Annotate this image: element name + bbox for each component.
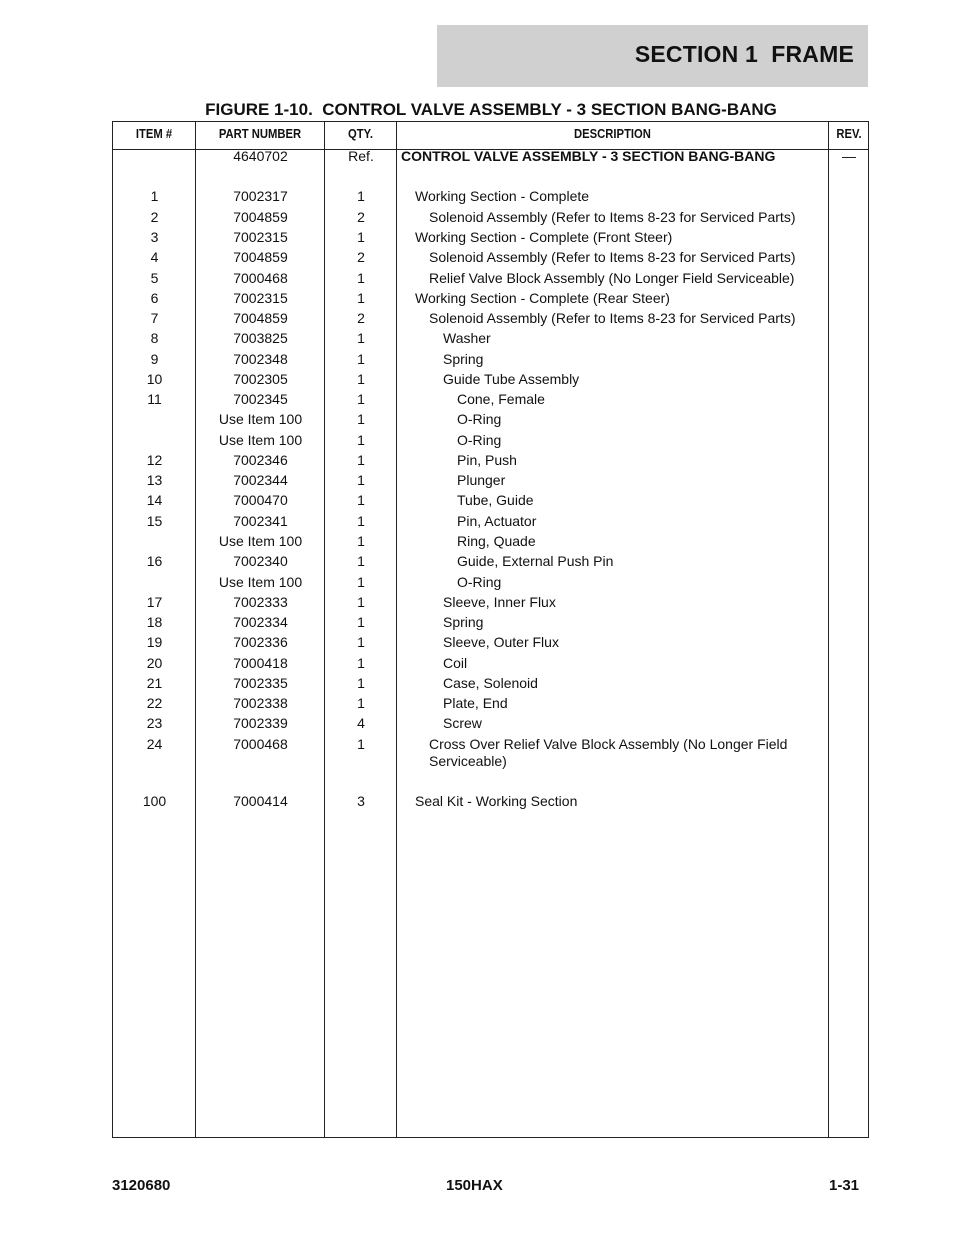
table-row	[113, 533, 868, 553]
part-number-cell: 7002339	[233, 715, 288, 731]
item-number-cell: 19	[146, 634, 163, 650]
description-cell: Working Section - Complete	[415, 188, 590, 204]
description-cell: Sleeve, Inner Flux	[443, 594, 556, 610]
table-row	[113, 472, 868, 492]
item-number-cell: 6	[150, 290, 159, 306]
description-cell: Seal Kit - Working Section	[415, 793, 578, 809]
quantity-cell: 1	[357, 614, 365, 630]
part-number-cell: Use Item 100	[218, 533, 303, 549]
quantity-cell: 1	[357, 655, 365, 671]
column-header-item: ITEM #	[135, 127, 173, 141]
part-number-cell: Use Item 100	[218, 432, 303, 448]
quantity-cell: 1	[357, 290, 365, 306]
quantity-cell: 1	[357, 472, 365, 488]
part-number-cell: 7002315	[233, 229, 288, 245]
table-row	[113, 290, 868, 310]
part-number-cell: 7002333	[233, 594, 288, 610]
part-number-cell: 7002335	[233, 675, 288, 691]
part-number-cell: 7004859	[233, 249, 288, 265]
part-number-cell: 7003825	[233, 330, 288, 346]
item-number-cell: 18	[146, 614, 163, 630]
parts-table	[112, 121, 869, 1138]
part-number-cell: 7002344	[233, 472, 288, 488]
description-cell: Plunger	[457, 472, 506, 488]
description-cell: Coil	[443, 655, 468, 671]
part-number-cell: 7004859	[233, 209, 288, 225]
table-row	[113, 492, 868, 512]
item-number-cell: 16	[146, 553, 163, 569]
item-number-cell: 3	[150, 229, 159, 245]
quantity-cell: 3	[357, 793, 365, 809]
item-number-cell: 8	[150, 330, 159, 346]
item-number-cell: 23	[146, 715, 163, 731]
part-number-cell: 7002305	[233, 371, 288, 387]
table-row	[113, 655, 868, 675]
part-number-cell: 7000470	[233, 492, 288, 508]
table-row	[113, 351, 868, 371]
description-cell: Working Section - Complete (Front Steer)	[415, 229, 673, 245]
part-number-cell: 7000468	[233, 736, 288, 752]
table-row	[113, 574, 868, 594]
table-row	[113, 736, 868, 769]
figure-title: FIGURE 1-10. CONTROL VALVE ASSEMBLY - 3 SECTION BANG-BANG	[205, 100, 777, 119]
item-number-cell: 9	[150, 351, 159, 367]
item-number-cell: 5	[150, 270, 159, 286]
item-number-cell: 11	[147, 391, 162, 407]
quantity-cell: 2	[357, 249, 365, 265]
description-cell: Pin, Actuator	[457, 513, 537, 529]
table-row	[113, 270, 868, 290]
table-row	[113, 411, 868, 431]
item-number-cell: 12	[146, 452, 163, 468]
table-row	[113, 715, 868, 735]
quantity-cell: 1	[357, 695, 365, 711]
description-cell: Pin, Push	[457, 452, 517, 468]
quantity-cell: 2	[357, 209, 365, 225]
quantity-cell: 2	[357, 310, 365, 326]
table-row	[113, 513, 868, 533]
table-row	[113, 793, 868, 813]
part-number-cell: 7002334	[233, 614, 288, 630]
table-row	[113, 594, 868, 614]
description-cell: Working Section - Complete (Rear Steer)	[415, 290, 670, 306]
quantity-cell: 4	[357, 715, 365, 731]
table-row	[113, 371, 868, 391]
table-row	[113, 229, 868, 249]
item-number-cell: 2	[150, 209, 159, 225]
item-number-cell: 22	[146, 695, 163, 711]
quantity-cell: 1	[357, 594, 365, 610]
part-number-cell: 7002341	[233, 513, 288, 529]
item-number-cell: 15	[146, 513, 163, 529]
item-number-cell: 17	[146, 594, 163, 610]
description-cell: CONTROL VALVE ASSEMBLY - 3 SECTION BANG-BANG	[401, 148, 776, 164]
description-cell: Tube, Guide	[457, 492, 534, 508]
column-header-qty: QTY.	[347, 127, 374, 141]
quantity-cell: 1	[357, 330, 365, 346]
part-number-cell: 7000468	[233, 270, 288, 286]
description-cell: Washer	[443, 330, 491, 346]
item-number-cell: 13	[146, 472, 163, 488]
part-number-cell: 7002346	[233, 452, 288, 468]
table-row	[113, 432, 868, 452]
table-row	[113, 452, 868, 472]
revision-cell: —	[842, 148, 856, 164]
item-number-cell: 20	[146, 655, 163, 671]
part-number-cell: 7002340	[233, 553, 288, 569]
doc-number: 3120680	[112, 1177, 171, 1194]
item-number-cell: 14	[146, 492, 163, 508]
part-number-cell: 4640702	[233, 148, 288, 164]
quantity-cell: 1	[357, 736, 365, 752]
item-number-cell: 10	[146, 371, 163, 387]
column-header-rev: REV.	[836, 127, 862, 141]
part-number-cell: 7000414	[233, 793, 288, 809]
description-cell: Guide Tube Assembly	[443, 371, 580, 387]
part-number-cell: 7004859	[233, 310, 288, 326]
part-number-cell: 7002348	[233, 351, 288, 367]
part-number-cell: 7002317	[233, 188, 288, 204]
quantity-cell: 1	[357, 411, 365, 427]
column-header-description: DESCRIPTION	[574, 127, 651, 141]
item-number-cell: 4	[150, 249, 159, 265]
description-cell: Cone, Female	[457, 391, 545, 407]
description-cell: Relief Valve Block Assembly (No Longer Field Serviceable)	[429, 270, 795, 286]
quantity-cell: 1	[357, 371, 365, 387]
column-header-part-number: PART NUMBER	[218, 127, 302, 141]
table-row	[113, 249, 868, 269]
quantity-cell: 1	[357, 432, 365, 448]
model-name: 150HAX	[446, 1177, 503, 1194]
part-number-cell: 7002338	[233, 695, 288, 711]
quantity-cell: 1	[357, 574, 365, 590]
part-number-cell: Use Item 100	[218, 411, 303, 427]
page-number: 1-31	[829, 1177, 860, 1194]
description-cell: Solenoid Assembly (Refer to Items 8-23 for Serviced Parts)	[429, 310, 796, 326]
quantity-cell: 1	[357, 452, 365, 468]
description-cell: Spring	[443, 351, 484, 367]
part-number-cell: 7002345	[233, 391, 288, 407]
section-header	[437, 25, 868, 87]
description-cell: Sleeve, Outer Flux	[443, 634, 559, 650]
part-number-cell: 7002336	[233, 634, 288, 650]
description-cell: Solenoid Assembly (Refer to Items 8-23 for Serviced Parts)	[429, 209, 796, 225]
description-cell: O-Ring	[457, 411, 502, 427]
description-cell: O-Ring	[457, 574, 502, 590]
description-cell: Case, Solenoid	[443, 675, 538, 691]
description-cell: O-Ring	[457, 432, 502, 448]
table-row	[113, 675, 868, 695]
quantity-cell: 1	[357, 391, 365, 407]
table-row	[113, 614, 868, 634]
table-row	[113, 634, 868, 654]
table-row	[113, 553, 868, 573]
quantity-cell: 1	[357, 513, 365, 529]
quantity-cell: 1	[357, 675, 365, 691]
table-row	[113, 148, 868, 168]
part-number-cell: 7002315	[233, 290, 288, 306]
table-row	[113, 188, 868, 208]
description-cell: Solenoid Assembly (Refer to Items 8-23 for Serviced Parts)	[429, 249, 796, 265]
table-row	[113, 330, 868, 350]
quantity-cell: 1	[357, 270, 365, 286]
quantity-cell: 1	[357, 492, 365, 508]
quantity-cell: 1	[357, 229, 365, 245]
item-number-cell: 21	[146, 675, 163, 691]
item-number-cell: 100	[142, 793, 167, 809]
table-row	[113, 391, 868, 411]
quantity-cell: 1	[357, 634, 365, 650]
description-cell: Plate, End	[443, 695, 508, 711]
description-cell: Spring	[443, 614, 484, 630]
quantity-cell: 1	[357, 533, 365, 549]
quantity-cell: 1	[357, 553, 365, 569]
description-cell: Screw	[443, 715, 482, 731]
description-cell: Guide, External Push Pin	[457, 553, 614, 569]
table-row	[113, 695, 868, 715]
quantity-cell: Ref.	[348, 148, 374, 164]
part-number-cell: 7000418	[233, 655, 288, 671]
quantity-cell: 1	[357, 188, 365, 204]
quantity-cell: 1	[357, 351, 365, 367]
table-row	[113, 209, 868, 229]
description-cell: Cross Over Relief Valve Block Assembly (No Longer Field Serviceable)	[429, 736, 788, 769]
item-number-cell: 24	[146, 736, 163, 752]
item-number-cell: 7	[150, 310, 159, 326]
table-row	[113, 310, 868, 330]
part-number-cell: Use Item 100	[218, 574, 303, 590]
description-cell: Ring, Quade	[457, 533, 536, 549]
item-number-cell: 1	[150, 188, 159, 204]
section-title: SECTION 1 FRAME	[634, 41, 854, 67]
